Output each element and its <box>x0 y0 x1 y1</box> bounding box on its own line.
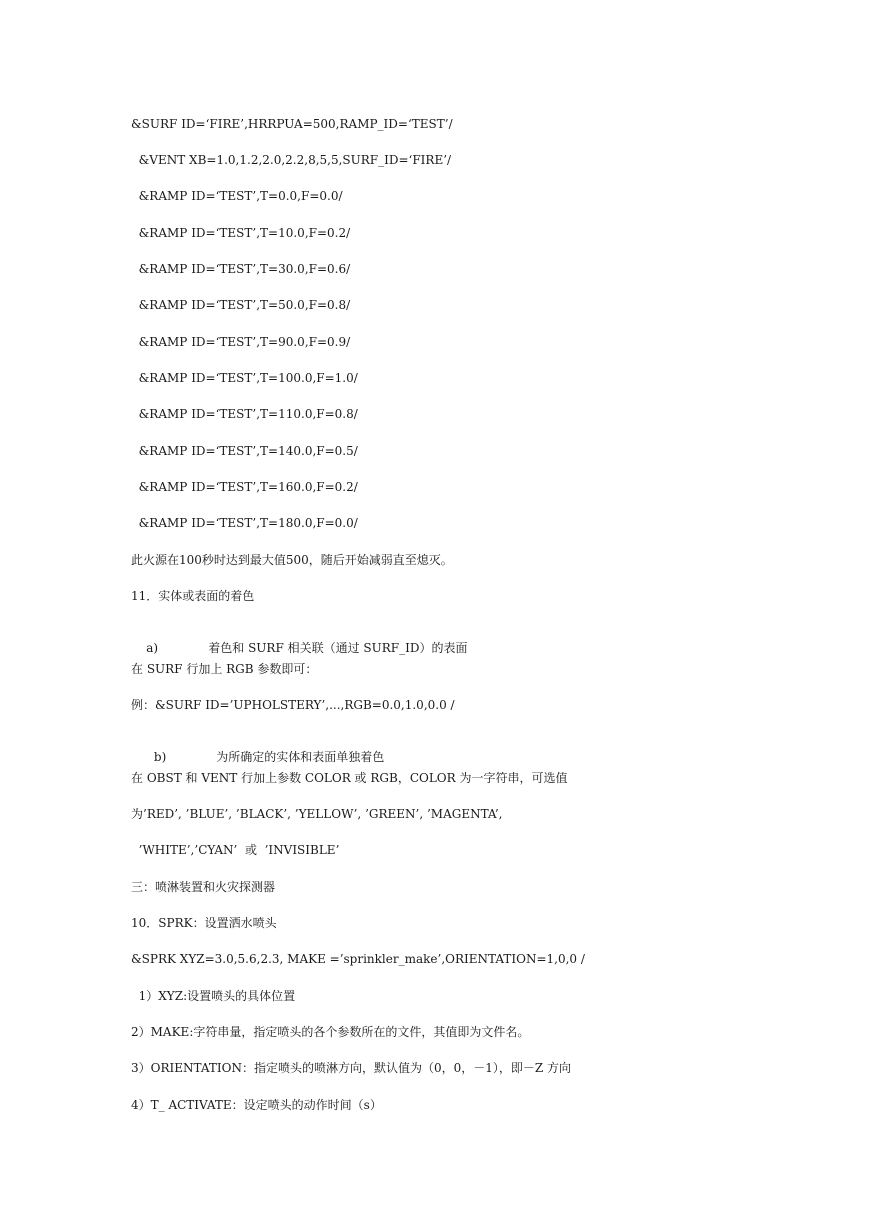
surf-rgb-example: 例：&SURF ID=’UPHOLSTERY’,...,RGB=0.0,1.0,0.0 / <box>131 698 455 712</box>
item-a-marker: a) <box>146 641 159 655</box>
ramp-line-7: &RAMP ID=‘TEST’,T=110.0,F=0.8/ <box>131 407 358 421</box>
sprk-param-xyz: 1）XYZ:设置喷头的具体位置 <box>131 989 296 1003</box>
obst-vent-color-instruction: 在 OBST 和 VENT 行加上参数 COLOR 或 RGB，COLOR 为一字符串，可选值 <box>131 771 568 785</box>
ramp-line-5: &RAMP ID=‘TEST’,T=90.0,F=0.9/ <box>131 335 351 349</box>
ramp-line-2: &RAMP ID=‘TEST’,T=10.0,F=0.2/ <box>131 226 351 240</box>
ramp-line-8: &RAMP ID=‘TEST’,T=140.0,F=0.5/ <box>131 444 358 458</box>
sprk-param-make: 2）MAKE:字符串量，指定喷头的各个参数所在的文件，其值即为文件名。 <box>131 1025 530 1039</box>
ramp-line-9: &RAMP ID=‘TEST’,T=160.0,F=0.2/ <box>131 480 358 494</box>
fire-description: 此火源在100秒时达到最大值500，随后开始减弱直至熄灭。 <box>131 553 453 567</box>
sprk-param-orientation: 3）ORIENTATION：指定喷头的喷淋方向，默认值为（0，0，－1），即－Z 方向 <box>131 1061 572 1075</box>
ramp-line-6: &RAMP ID=‘TEST’,T=100.0,F=1.0/ <box>131 371 358 385</box>
sprk-heading: 10．SPRK：设置洒水喷头 <box>131 916 277 930</box>
surf-rgb-instruction: 在 SURF 行加上 RGB 参数即可： <box>131 662 318 676</box>
item-b-text: 为所确定的实体和表面单独着色 <box>216 750 385 764</box>
sprk-param-t-activate: 4）T_ ACTIVATE：设定喷头的动作时间（s） <box>131 1098 382 1112</box>
ramp-line-10: &RAMP ID=‘TEST’,T=180.0,F=0.0/ <box>131 516 358 530</box>
surf-fire-line: &SURF ID=‘FIRE’,HRRPUA=500,RAMP_ID=‘TEST’/ <box>131 117 453 131</box>
ramp-line-3: &RAMP ID=‘TEST’,T=30.0,F=0.6/ <box>131 262 351 276</box>
color-values-line-1: 为’RED’, ’BLUE’, ’BLACK’, ’YELLOW’, ’GREEN’, ’MAGENTA’, <box>131 807 503 821</box>
item-a-text: 着色和 SURF 相关联（通过 SURF_ID）的表面 <box>208 641 468 655</box>
vent-line: &VENT XB=1.0,1.2,2.0,2.2,8,5,5,SURF_ID=‘FIRE’/ <box>131 153 452 167</box>
color-values-line-2: ’WHITE’,’CYAN’ 或 ’INVISIBLE’ <box>131 843 340 857</box>
ramp-line-4: &RAMP ID=‘TEST’,T=50.0,F=0.8/ <box>131 298 351 312</box>
item-b-marker: b) <box>146 750 167 764</box>
ramp-line-1: &RAMP ID=‘TEST’,T=0.0,F=0.0/ <box>131 189 343 203</box>
section-heading-sprinkler: 三：喷淋装置和火灾探测器 <box>131 880 276 894</box>
sprk-example: &SPRK XYZ=3.0,5.6,2.3, MAKE =’sprinkler_make’,ORIENTATION=1,0,0 / <box>131 952 585 966</box>
section-heading-coloring: 11．实体或表面的着色 <box>131 589 255 603</box>
